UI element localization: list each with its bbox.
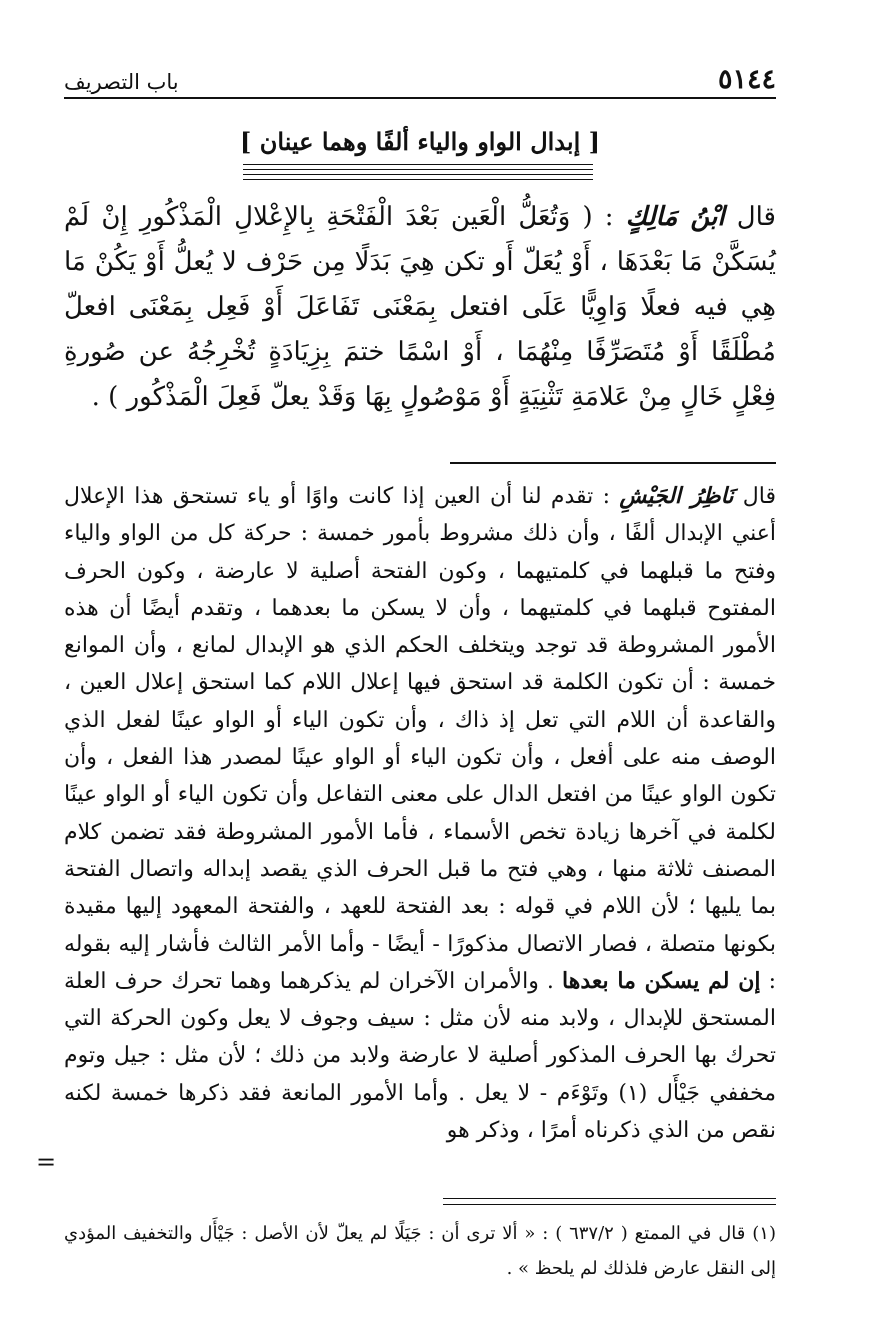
commentary-part-1: : تقدم لنا أن العين إذا كانت واوًا أو ياء تستحق هذا الإعلال أعني الإبدال ألفًا ، وأن ذلك مشروط بأمور خمسة : حركة كل من الواو والياء وفتح ما قبلهما في كلمتيهما ، وكون الفتحة أصلية لا عارضة ، وكون الحرف المفتوح قبلهما في كلمتيهما ، وأن لا يسكن ما بعدهما ، وتقدم أيضًا أن هذه الأمور المشروطة قد توجد ويتخلف الحكم الذي هو الإبدال لمانع ، وأن الموانع خمسة : أن تكون الكلمة قد استحق فيها إعلال اللام كما استحق إعلال العين ، والقاعدة أن اللام التي تعل إذ ذاك ، وأن تكون الياء أو الواو عينًا لفعل الذي الوصف منه على أفعل ، وأن تكون الياء أو الواو عينًا لمصدر هذا الفعل ، وأن تكون الواو عينًا من افتعل الدال على معنى التفاعل وأن تكون الياء أو الواو عينًا لكلمة في آخرها زيادة تخص الأسماء ، فأما الأمور المشروطة فقد تضمن كلام المصنف ثلاثة منها ، وهي فتح ما قبل الحرف الذي يقصد إبداله واتصال الفتحة بما يليها ؛ لأن اللام في قوله : بعد الفتحة للعهد ، والفتحة المعهود إليها مقيدة بكونها متصلة ، فصار الاتصال مذكورًا - أيضًا - وأما الأمر الثالث فأشار إليه بقوله : <box>64 484 777 994</box>
commentary-speaker: نَاظِرُ الجَيْشِ <box>619 483 734 509</box>
heading-rule-1 <box>243 164 593 165</box>
commentary-intro: قال <box>733 484 776 509</box>
heading-rule-3 <box>243 174 593 175</box>
quoted-phrase: إن لم يسكن ما بعدها <box>562 967 761 994</box>
matn-text <box>64 195 776 420</box>
footnote-rule-2 <box>443 1204 776 1205</box>
footnote-rule-1 <box>443 1198 776 1199</box>
matn-speaker: ابْنُ مَالِكٍ <box>625 202 725 232</box>
footnote-reference[interactable]: (١) <box>618 1080 648 1106</box>
page-number: ٥١٤٤ <box>717 64 776 95</box>
running-header <box>64 64 776 98</box>
footnote-text: (١) قال في الممتع ( ٦٣٧/٢ ) : « ألا ترى أن : جَيَلًا لم يعلّ لأن الأصل : جَيْأَل والتخفيف المؤدي إلى النقل عارض فلذلك لم يلحظ » . <box>64 1223 776 1279</box>
header-rule <box>64 97 776 99</box>
continuation-mark: = <box>36 1148 57 1176</box>
commentary-text <box>64 478 776 1149</box>
commentary-part-2: . والأمران الآخران لم يذكرهما وهما تحرك حرف العلة المستحق للإبدال ، ولابد منه لأن مثل : سيف وجوف لا يعل وكون الحركة التي تحرك بها الحرف المذكور أصلية لا عارضة ولابد من ذلك ؛ لأن مثل : جيل وتوم مخففي جَيْأَل <box>64 968 776 1106</box>
matn-body: : ( وَتُعَلُّ الْعَين بَعْدَ الْفَتْحَةِ بِالإِعْلالِ الْمَذْكُورِ إِنْ لَمْ يُسَكَّنْ مَا بَعْدَهَا ، أَوْ يُعَلّ أَو تكن هِيَ بَدَلًا مِن حَرْف لا يُعلُّ أَوْ يَكُنْ مَا هِي فيه فعلًا وَاوِيًّا عَلَى افتعل بِمَعْنَى تَفَاعَلَ أَوْ فَعِل بِمَعْنَى افعلّ مُطْلَقًا أَوْ مُتَصَرِّفًا مِنْهُمَا ، أَوْ اسْمًا ختمَ بِزِيَادَةٍ تُخْرِجُهُ عن صُورةِ فِعْلٍ خَالٍ مِنْ عَلامَةِ تَثْنِيَةٍ أَوْ مَوْصُولٍ بِهَا وَقَدْ يعلّ فَعِلَ الْمَذْكُور ) . <box>64 202 776 412</box>
matn-intro: قال <box>724 202 776 232</box>
commentary-part-3: وتَوْءَم - لا يعل . وأما الأمور المانعة فقد ذكرها خمسة لكنه نقص من الذي ذكرناه أمرًا ، وذكر هو <box>64 1080 776 1144</box>
heading-rule-2 <box>243 169 593 170</box>
matn-separator-rule <box>450 462 776 464</box>
heading-rule-4 <box>243 179 593 180</box>
section-heading: [ إبدال الواو والياء ألفًا وهما عينان ] <box>240 127 600 156</box>
chapter-title: باب التصريف <box>64 70 179 94</box>
